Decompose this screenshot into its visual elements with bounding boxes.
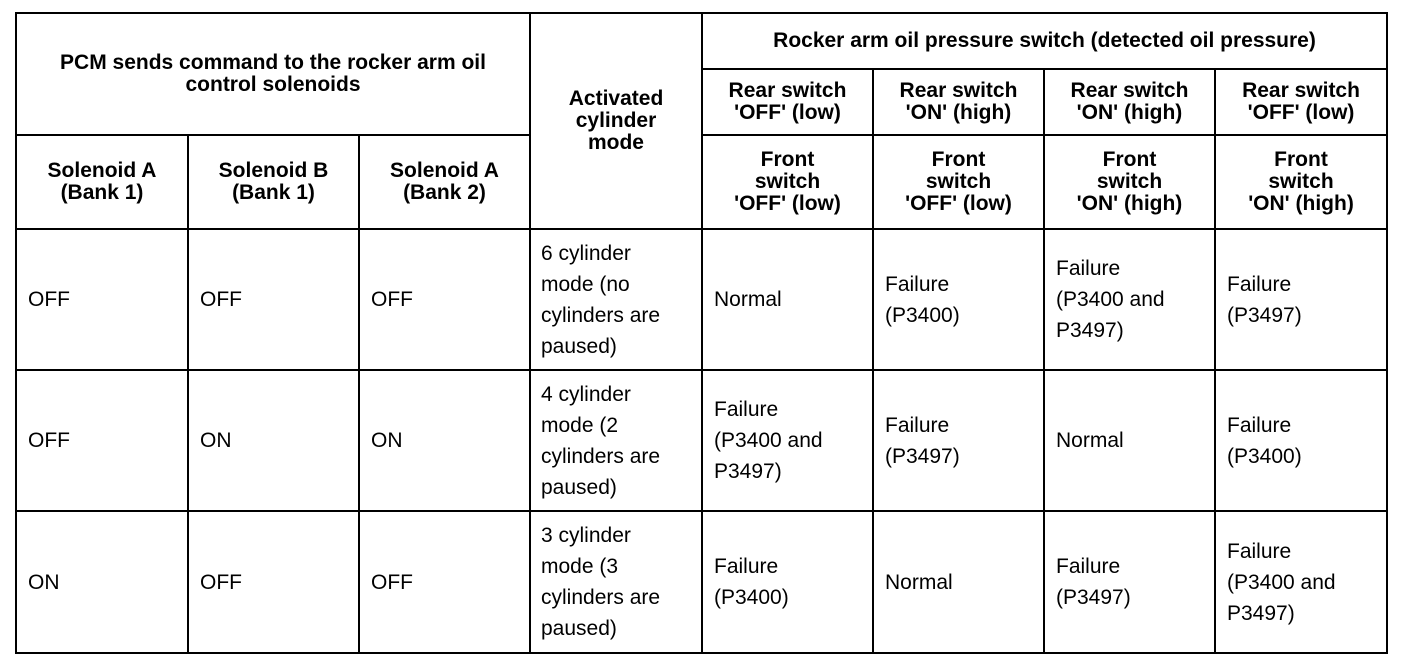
- solenoid-a-bank2-cell: ON: [359, 370, 530, 511]
- pressure-switch-header: [702, 13, 1387, 69]
- rear-switch-label: Rear switch 'OFF' (low): [728, 79, 847, 124]
- result-text: Failure (P3497): [1056, 555, 1131, 609]
- table-row: [16, 370, 1387, 511]
- solenoid-a-bank1-cell: ON: [16, 511, 188, 653]
- rear-switch-header-1: [702, 69, 873, 135]
- solenoid-b-bank1-header: [188, 135, 359, 229]
- solenoid-a-bank2-cell: OFF: [359, 229, 530, 370]
- result-text: Failure (P3400): [714, 555, 789, 609]
- table-container: [15, 12, 1388, 654]
- pcm-command-header-text: PCM sends command to the rocker arm oil control solenoids: [60, 51, 486, 96]
- mode-cell: [530, 511, 702, 653]
- solenoid-b-bank1-cell: OFF: [188, 511, 359, 653]
- result-cell: [1215, 229, 1387, 370]
- front-switch-header-1: [702, 135, 873, 229]
- result-text: Normal: [714, 288, 782, 311]
- rear-switch-label: Rear switch 'ON' (high): [1070, 79, 1189, 124]
- front-switch-label: Front switch 'ON' (high): [1248, 148, 1354, 215]
- rear-switch-label: Rear switch 'ON' (high): [899, 79, 1018, 124]
- front-switch-header-2: [873, 135, 1044, 229]
- solenoid-a-bank1-cell: OFF: [16, 370, 188, 511]
- result-text: Failure (P3400 and P3497): [714, 398, 823, 483]
- result-cell: [873, 229, 1044, 370]
- pcm-command-header: [16, 13, 530, 135]
- activated-mode-header: [530, 13, 702, 229]
- result-text: Failure (P3400): [1227, 413, 1302, 468]
- result-text: Normal: [1056, 429, 1124, 452]
- result-cell: [873, 511, 1044, 653]
- table-row: [16, 511, 1387, 653]
- result-cell: [873, 370, 1044, 511]
- result-cell: [702, 370, 873, 511]
- result-text: Failure (P3400 and P3497): [1227, 539, 1336, 625]
- result-text: Failure (P3400 and P3497): [1056, 257, 1165, 342]
- result-text: Failure (P3497): [1227, 272, 1302, 327]
- result-cell: [702, 229, 873, 370]
- result-text: Failure (P3497): [885, 413, 960, 468]
- front-switch-header-4: [1215, 135, 1387, 229]
- front-switch-label: Front switch 'OFF' (low): [905, 148, 1012, 215]
- mode-cell: [530, 370, 702, 511]
- solenoid-b-bank1-cell: ON: [188, 370, 359, 511]
- solenoid-a-bank2-header: [359, 135, 530, 229]
- mode-text: 6 cylinder mode (no cylinders are paused): [541, 241, 661, 358]
- oil-pressure-switch-table: [15, 12, 1388, 654]
- solenoid-a-bank1-cell: OFF: [16, 229, 188, 370]
- result-cell: [1044, 229, 1215, 370]
- front-switch-label: Front switch 'OFF' (low): [734, 148, 841, 215]
- result-cell: [1044, 370, 1215, 511]
- solenoid-label: Solenoid A (Bank 1): [47, 159, 157, 204]
- solenoid-b-bank1-cell: OFF: [188, 229, 359, 370]
- result-cell: [1044, 511, 1215, 653]
- result-cell: [1215, 370, 1387, 511]
- result-text: Normal: [885, 570, 953, 594]
- front-switch-label: Front switch 'ON' (high): [1076, 148, 1183, 215]
- result-cell: [1215, 511, 1387, 653]
- table-row: [16, 229, 1387, 370]
- solenoid-label: Solenoid A (Bank 2): [390, 159, 499, 204]
- front-switch-header-3: [1044, 135, 1215, 229]
- pressure-switch-header-text: Rocker arm oil pressure switch (detected oil pressure): [773, 29, 1316, 52]
- solenoid-a-bank1-header: [16, 135, 188, 229]
- solenoid-label: Solenoid B (Bank 1): [218, 159, 329, 204]
- activated-mode-header-text: Activated cylinder mode: [568, 87, 664, 154]
- mode-text: 4 cylinder mode (2 cylinders are paused): [541, 382, 661, 499]
- mode-text: 3 cylinder mode (3 cylinders are paused): [541, 524, 661, 640]
- solenoid-a-bank2-cell: OFF: [359, 511, 530, 653]
- result-text: Failure (P3400): [885, 272, 960, 327]
- rear-switch-header-4: [1215, 69, 1387, 135]
- rear-switch-header-2: [873, 69, 1044, 135]
- rear-switch-label: Rear switch 'OFF' (low): [1242, 79, 1360, 124]
- mode-cell: [530, 229, 702, 370]
- result-cell: [702, 511, 873, 653]
- rear-switch-header-3: [1044, 69, 1215, 135]
